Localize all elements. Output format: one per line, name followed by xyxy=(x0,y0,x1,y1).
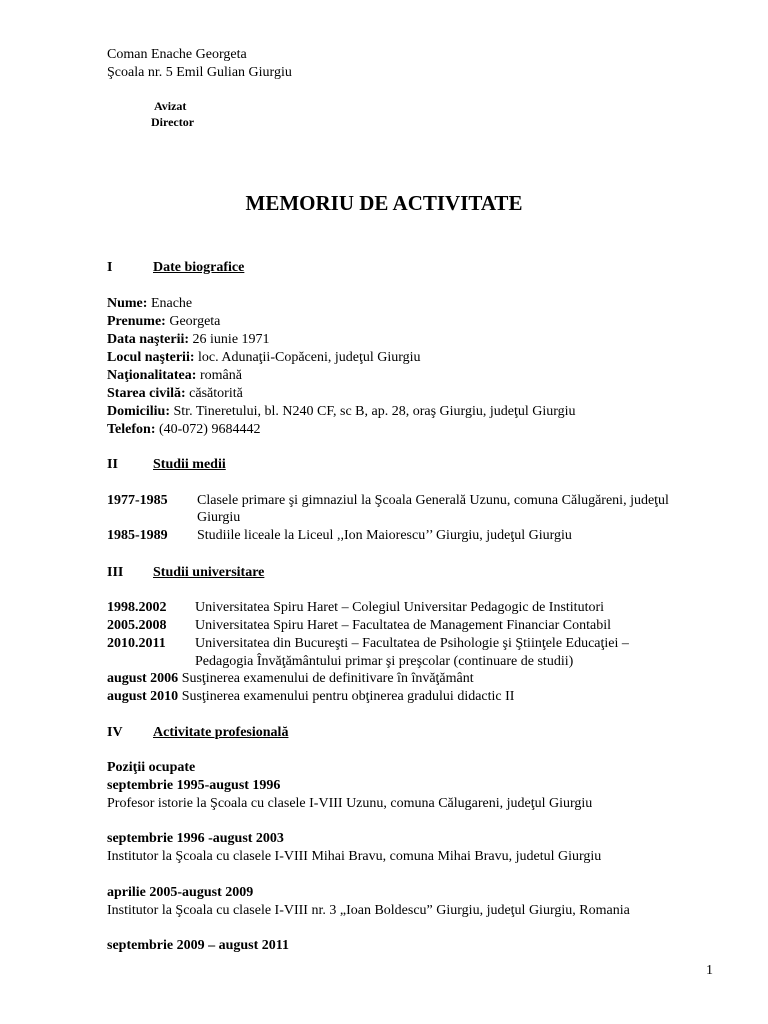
field-value: română xyxy=(199,368,242,383)
study-period: 1985-1989 xyxy=(107,528,168,543)
section-title: Date biografice xyxy=(153,260,245,275)
field-label: Telefon: xyxy=(107,422,156,437)
field-value: Enache xyxy=(150,296,193,311)
study-row xyxy=(107,617,611,635)
exam-period: august 2010 xyxy=(107,689,179,704)
section-heading-studii-medii xyxy=(107,456,226,474)
section-number: I xyxy=(107,260,113,275)
bio-field xyxy=(107,385,243,403)
director-label: Director xyxy=(151,115,195,129)
study-row xyxy=(107,635,629,653)
exam-description: Susţinerea examenului pentru obţinerea gradului didactic II xyxy=(181,689,515,704)
section-number: II xyxy=(107,457,118,472)
study-row xyxy=(107,527,572,545)
field-label: Nume: xyxy=(107,296,148,311)
study-period: 1998.2002 xyxy=(107,600,167,615)
exam-row xyxy=(107,688,514,706)
exam-period: august 2006 xyxy=(107,671,179,686)
section-heading-bio xyxy=(107,259,244,277)
page-number: 1 xyxy=(706,963,713,978)
section-title: Studii medii xyxy=(153,457,226,472)
page-title: MEMORIU DE ACTIVITATE xyxy=(245,191,523,215)
field-label: Domiciliu: xyxy=(107,404,170,419)
bio-field xyxy=(107,331,270,349)
position-description: Institutor la Şcoala cu clasele I-VIII nr. 3 „Ioan Boldescu” Giurgiu, judeţul Giurgiu, Romania xyxy=(107,903,630,918)
field-value: Str. Tineretului, bl. N240 CF, sc B, ap. 28, oraş Giurgiu, judeţul Giurgiu xyxy=(173,404,576,419)
positions-subheading: Poziţii ocupate xyxy=(107,760,196,775)
study-description: Clasele primare şi gimnaziul la Şcoala Generală Uzunu, comuna Călugăreni, judeţul xyxy=(197,493,669,508)
study-row xyxy=(107,599,604,617)
study-description-continued: Pedagogia Învăţământului primar şi preşcolar (continuare de studii) xyxy=(195,654,574,669)
study-description: Universitatea Spiru Haret – Colegiul Universitar Pedagogic de Institutori xyxy=(195,600,605,615)
field-label: Locul naşterii: xyxy=(107,350,195,365)
field-label: Prenume: xyxy=(107,314,166,329)
field-value: 26 iunie 1971 xyxy=(192,332,270,347)
author-name: Coman Enache Georgeta xyxy=(107,47,247,62)
study-period: 2010.2011 xyxy=(107,636,166,651)
bio-field xyxy=(107,367,242,385)
position-period: septembrie 1995-august 1996 xyxy=(107,778,281,793)
exam-description: Susţinerea examenului de definitivare în învăţământ xyxy=(181,671,474,686)
field-value: (40-072) 9684442 xyxy=(158,422,261,437)
field-label: Data naşterii: xyxy=(107,332,190,347)
study-period: 1977-1985 xyxy=(107,493,168,508)
field-value: loc. Adunaţii-Copăceni, judeţul Giurgiu xyxy=(198,350,421,365)
school-name: Şcoala nr. 5 Emil Gulian Giurgiu xyxy=(107,65,292,80)
section-title: Activitate profesională xyxy=(153,725,289,740)
section-title: Studii universitare xyxy=(153,565,265,580)
bio-field xyxy=(107,421,260,439)
exam-row xyxy=(107,670,474,688)
field-label: Starea civilă: xyxy=(107,386,186,401)
study-description: Universitatea Spiru Haret – Facultatea de Management Financiar Contabil xyxy=(195,618,611,633)
study-description: Studiile liceale la Liceul ,,Ion Maiorescu’’ Giurgiu, judeţul Giurgiu xyxy=(197,528,572,543)
section-number: IV xyxy=(107,725,123,740)
position-description: Institutor la Şcoala cu clasele I-VIII Mihai Bravu, comuna Mihai Bravu, judetul Giurgiu xyxy=(107,849,602,864)
position-period: septembrie 2009 – august 2011 xyxy=(107,938,289,953)
approval-label: Avizat xyxy=(154,99,187,113)
bio-field xyxy=(107,313,220,331)
field-value: Georgeta xyxy=(169,314,221,329)
study-description-continued: Giurgiu xyxy=(197,510,241,525)
position-period: septembrie 1996 -august 2003 xyxy=(107,831,284,846)
bio-field xyxy=(107,403,576,421)
section-number: III xyxy=(107,565,124,580)
study-period: 2005.2008 xyxy=(107,618,167,633)
study-row xyxy=(107,492,669,510)
bio-field xyxy=(107,349,421,367)
field-value: căsătorită xyxy=(189,386,243,401)
position-description: Profesor istorie la Şcoala cu clasele I-VIII Uzunu, comuna Călugareni, judeţul Giurgiu xyxy=(107,796,593,811)
section-heading-activitate xyxy=(107,724,288,742)
bio-field xyxy=(107,295,192,313)
study-description: Universitatea din Bucureşti – Facultatea de Psihologie şi Ştiinţele Educaţiei – xyxy=(195,636,629,651)
position-period: aprilie 2005-august 2009 xyxy=(107,885,254,900)
section-heading-studii-universitare xyxy=(107,564,264,582)
field-label: Naţionalitatea: xyxy=(107,368,197,383)
